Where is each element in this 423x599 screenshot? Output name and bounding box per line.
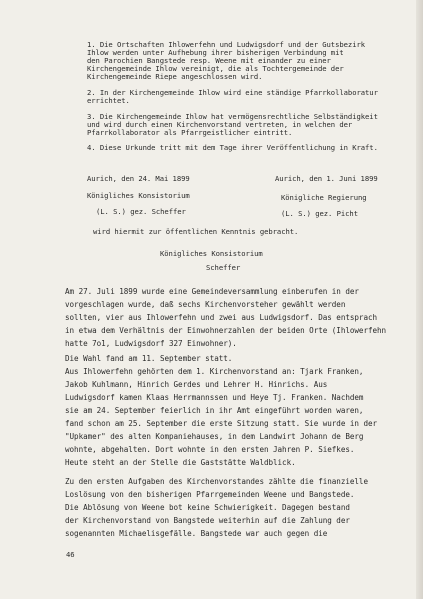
decree-item1-line: 1. Die Ortschaften Ihlowerfehn und Ludwigsdorf und der Gutsbezirk [87, 40, 366, 49]
decree-item1-line: Kirchengemeinde Ihlow vereinigt, die als Tochtergemeinde der [87, 64, 344, 73]
decree-item1-line: Ihlow werden unter Aufhebung ihrer bisherigen Verbindung mit [87, 48, 344, 57]
closing-signer: Scheffer [206, 263, 241, 272]
narrative-line: sie am 24. September feierlich in ihr Amt eingeführt worden waren, [65, 406, 364, 415]
narrative-line: hatte 7o1, Ludwigsdorf 327 Einwohner). [65, 339, 237, 348]
narrative-line: der Kirchenvorstand von Bangstede weiterhin auf die Zahlung der [65, 516, 350, 525]
closing-authority: Königliches Konsistorium [160, 249, 263, 258]
narrative-line: Aus Ihlowerfehn gehörten dem 1. Kirchenvorstand an: Tjark Franken, [65, 367, 364, 376]
narrative-line: Zu den ersten Aufgaben des Kirchenvorstandes zählte die finanzielle [65, 477, 368, 486]
decree-item3-line: 3. Die Kirchengemeinde Ihlow hat vermögensrechtliche Selbständigkeit [87, 112, 378, 121]
narrative-line: Heute steht an der Stelle die Gaststätte Waldblick. [65, 458, 296, 467]
right-date: Aurich, den 1. Juni 1899 [275, 174, 378, 183]
right-authority: Königliche Regierung [281, 193, 367, 202]
left-signer: (L. S.) gez. Scheffer [96, 207, 186, 216]
narrative-line: wohnte, abgehalten. Dort wohnte in den ersten Jahren P. Siefkes. [65, 445, 355, 454]
decree-item1-line: Kirchengemeinde Riepe angeschlossen wird. [87, 72, 263, 81]
narrative-line: "Upkamer" des alten Kompaniehauses, in dem Landwirt Johann de Berg [65, 432, 364, 441]
publication-note: wird hiermit zur öffentlichen Kenntnis gebracht. [93, 227, 299, 236]
narrative-line: Ludwigsdorf kamen Klaas Herrmannssen und Heye Tj. Franken. Nachdem [65, 393, 364, 402]
decree-item1-line: den Parochien Bangstede resp. Weene mit einander zu einer [87, 56, 331, 65]
narrative-line: Am 27. Juli 1899 wurde eine Gemeindeversammlung einberufen in der [65, 287, 359, 296]
decree-item4-line: 4. Diese Urkunde tritt mit dem Tage ihrer Veröffentlichung in Kraft. [87, 143, 378, 152]
decree-item3-line: und wird durch einen Kirchenvorstand vertreten, in welchen der [87, 120, 353, 129]
left-date: Aurich, den 24. Mai 1899 [87, 174, 190, 183]
narrative-line: sollten, vier aus Ihlowerfehn und zwei aus Ludwigsdorf. Das entsprach [65, 313, 378, 322]
narrative-line: Die Ablösung von Weene bot keine Schwierigkeit. Dagegen bestand [65, 503, 350, 512]
narrative-line: in etwa dem Verhältnis der Einwohnerzahlen der beiden Orte (Ihlowerfehn [65, 326, 387, 335]
narrative-line: sogenannten Michaelisgefälle. Bangstede war auch gegen die [65, 529, 328, 538]
page-fold-shadow [416, 0, 423, 599]
narrative-line: vorgeschlagen wurde, daß sechs Kirchenvorsteher gewählt werden [65, 300, 346, 309]
right-signer: (L. S.) gez. Picht [281, 209, 358, 218]
left-authority: Königliches Konsistorium [87, 191, 190, 200]
narrative-line: Die Wahl fand am 11. September statt. [65, 354, 233, 363]
decree-item2-line: 2. In der Kirchengemeinde Ihlow wird eine ständige Pfarrkollaboratur [87, 88, 378, 97]
decree-item3-line: Pfarrkollaborator als Pfarrgeistlicher eintritt. [87, 128, 293, 137]
narrative-line: fand schon am 25. September die erste Sitzung statt. Sie wurde in der [65, 419, 378, 428]
narrative-line: Loslösung von den bisherigen Pfarrgemeinden Weene und Bangstede. [65, 490, 355, 499]
decree-item2-line: errichtet. [87, 96, 130, 105]
narrative-line: Jakob Kuhlmann, Hinrich Gerdes und Lehrer H. Hinrichs. Aus [65, 380, 328, 389]
page-number: 46 [66, 550, 75, 559]
